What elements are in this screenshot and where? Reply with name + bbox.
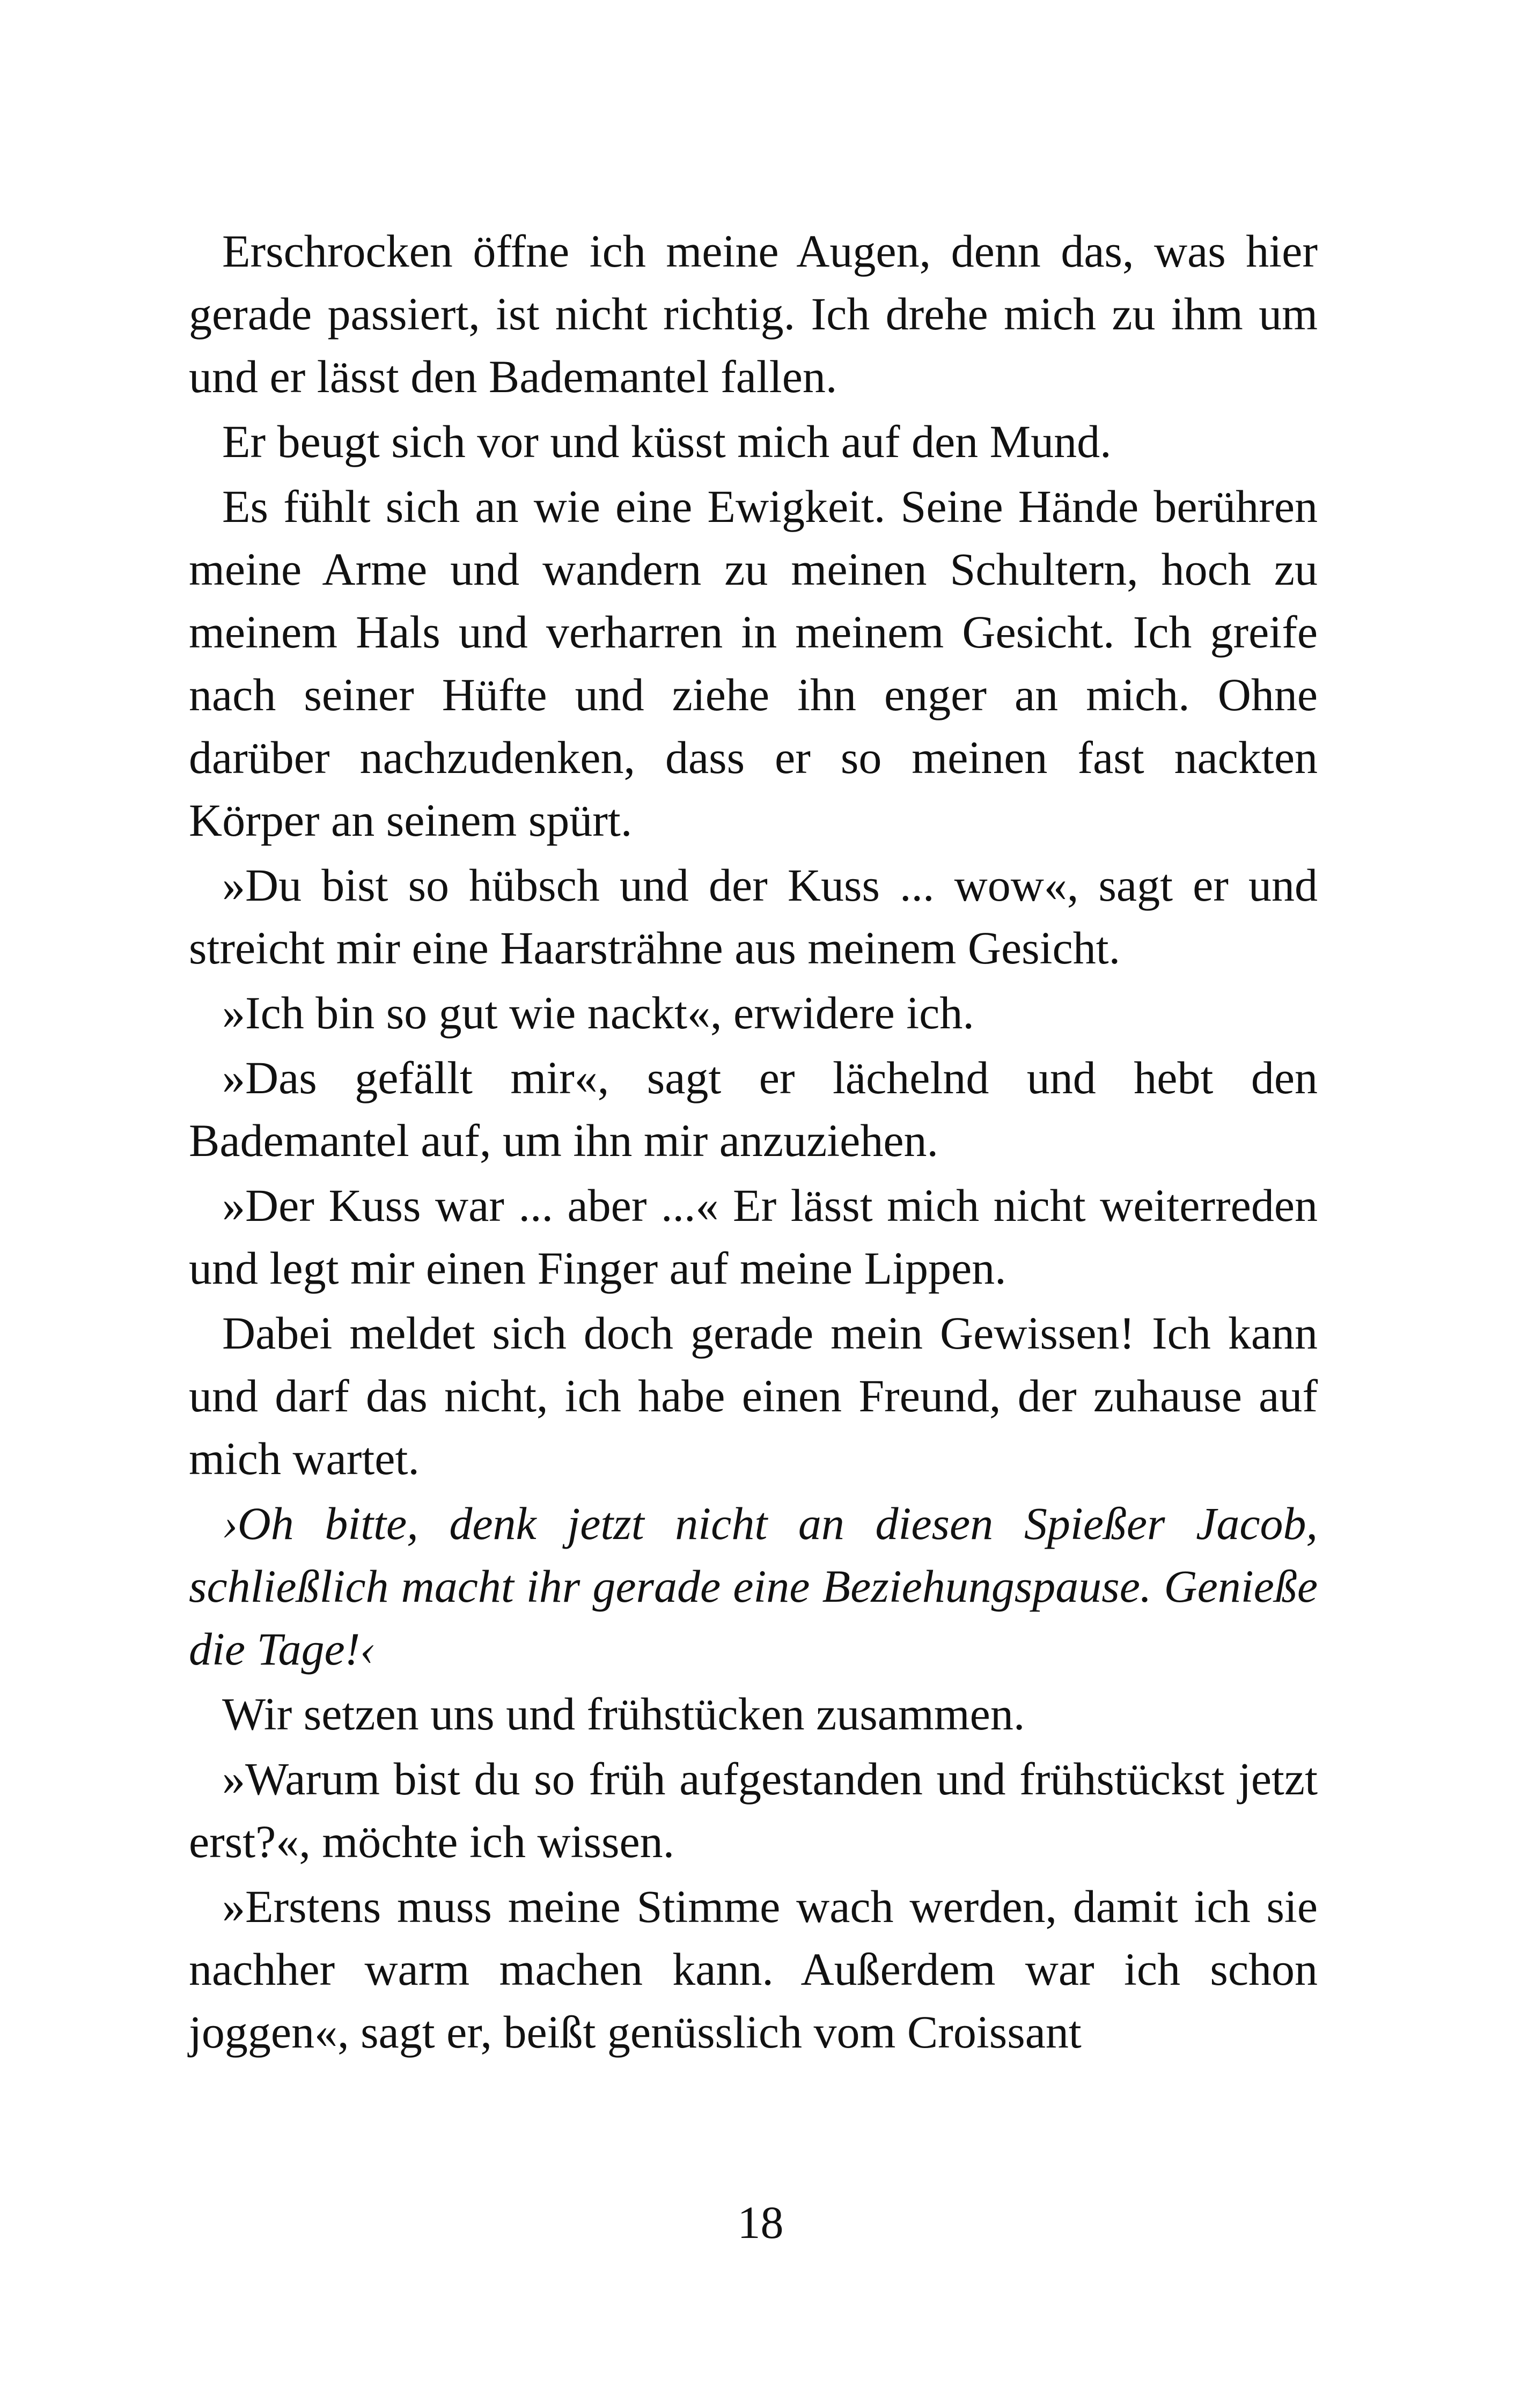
paragraph: »Der Kuss war ... aber ...« Er lässt mich nicht weiterreden und legt mir einen Finger auf meine Lippen. (189, 1180, 1318, 1294)
page-number: 18 (737, 2197, 784, 2248)
paragraph: »Erstens muss meine Stimme wach werden, damit ich sie nachher warm machen kann. Außerdem war ich schon joggen«, sagt er, beißt genüsslich vom Croissant (189, 1881, 1318, 2058)
paragraph: Wir setzen uns und frühstücken zusammen. (222, 1688, 1025, 1740)
paragraph: »Ich bin so gut wie nackt«, erwidere ich. (222, 987, 974, 1039)
paragraph: »Du bist so hübsch und der Kuss ... wow«, sagt er und streicht mir eine Haarsträhne aus meinem Gesicht. (189, 859, 1318, 974)
paragraph: Es fühlt sich an wie eine Ewigkeit. Seine Hände berühren meine Arme und wandern zu meinen Schultern, hoch zu meinem Hals und verharren in meinem Gesicht. Ich greife nach seiner Hüfte und ziehe ihn enger an mich. Ohne darüber nachzudenken, dass er so meinen fast nackten Körper an seinem spürt. (189, 481, 1318, 846)
paragraph: »Warum bist du so früh aufgestanden und frühstückst jetzt erst?«, möchte ich wissen. (189, 1753, 1318, 1867)
paragraph: »Das gefällt mir«, sagt er lächelnd und hebt den Bademantel auf, um ihn mir anzuziehen. (189, 1052, 1318, 1166)
page-body (189, 220, 1318, 2066)
paragraph: Erschrocken öffne ich meine Augen, denn das, was hier gerade passiert, ist nicht richtig. Ich drehe mich zu ihm um und er lässt den Bademantel fallen. (189, 225, 1318, 402)
inner-thought-paragraph: ›Oh bitte, denk jetzt nicht an diesen Spießer Jacob, schließlich macht ihr gerade eine Beziehungspause. Genieße die Tage!‹ (189, 1498, 1318, 1675)
paragraph: Er beugt sich vor und küsst mich auf den Mund. (222, 416, 1112, 467)
paragraph: Dabei meldet sich doch gerade mein Gewissen! Ich kann und darf das nicht, ich habe einen Freund, der zuhause auf mich wartet. (189, 1307, 1318, 1484)
